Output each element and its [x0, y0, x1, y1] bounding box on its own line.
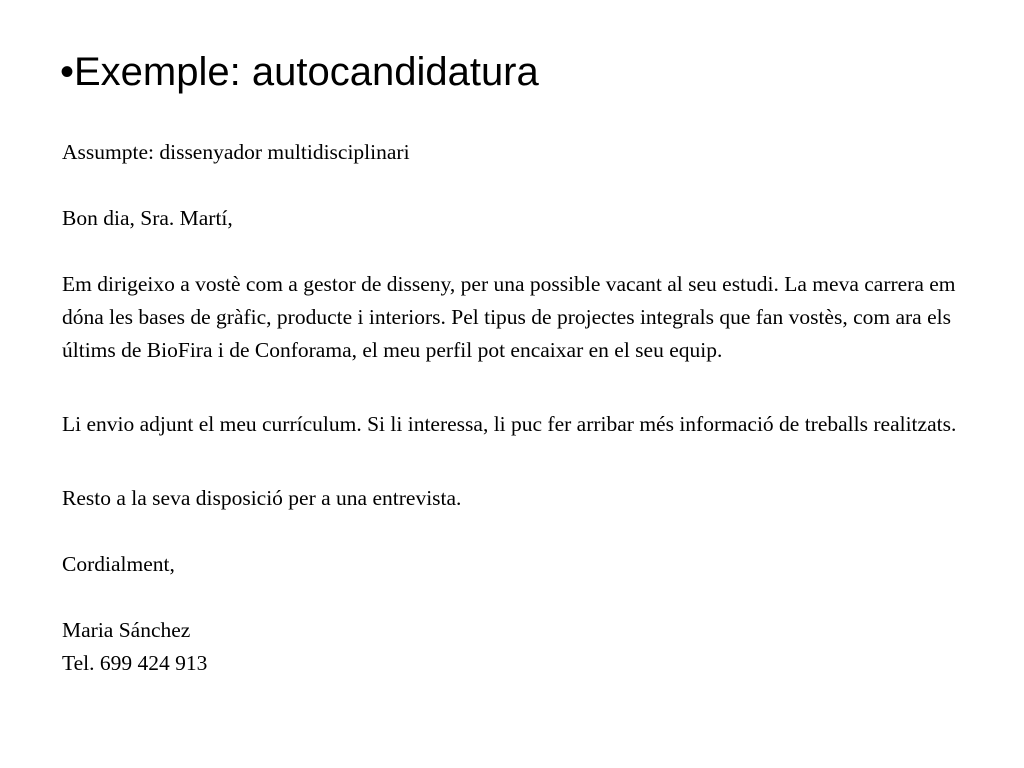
letter-greeting: Bon dia, Sra. Martí,	[62, 206, 233, 230]
signature-name: Maria Sánchez	[62, 618, 191, 642]
letter-paragraph: Em dirigeixo a vostè com a gestor de disseny, per una possible vacant al seu estudi. La meva carrera em dóna les bases de gràfic, producte i interiors. Pel tipus de projectes integrals que fan vostès, com ara els últims de BioFira i de Conforama, el meu perfil pot encaixar en el seu equip.	[62, 272, 956, 362]
letter-body	[62, 136, 972, 680]
letter-signature	[62, 614, 972, 680]
letter-closing: Cordialment,	[62, 552, 175, 576]
slide-title: •Exemple: autocandidatura	[60, 50, 539, 94]
letter-subject: Assumpte: dissenyador multidisciplinari	[62, 140, 410, 164]
letter-paragraph: Li envio adjunt el meu currículum. Si li interessa, li puc fer arribar més informació de treballs realitzats.	[62, 412, 957, 436]
letter-paragraph: Resto a la seva disposició per a una entrevista.	[62, 486, 462, 510]
signature-phone: Tel. 699 424 913	[62, 651, 208, 675]
